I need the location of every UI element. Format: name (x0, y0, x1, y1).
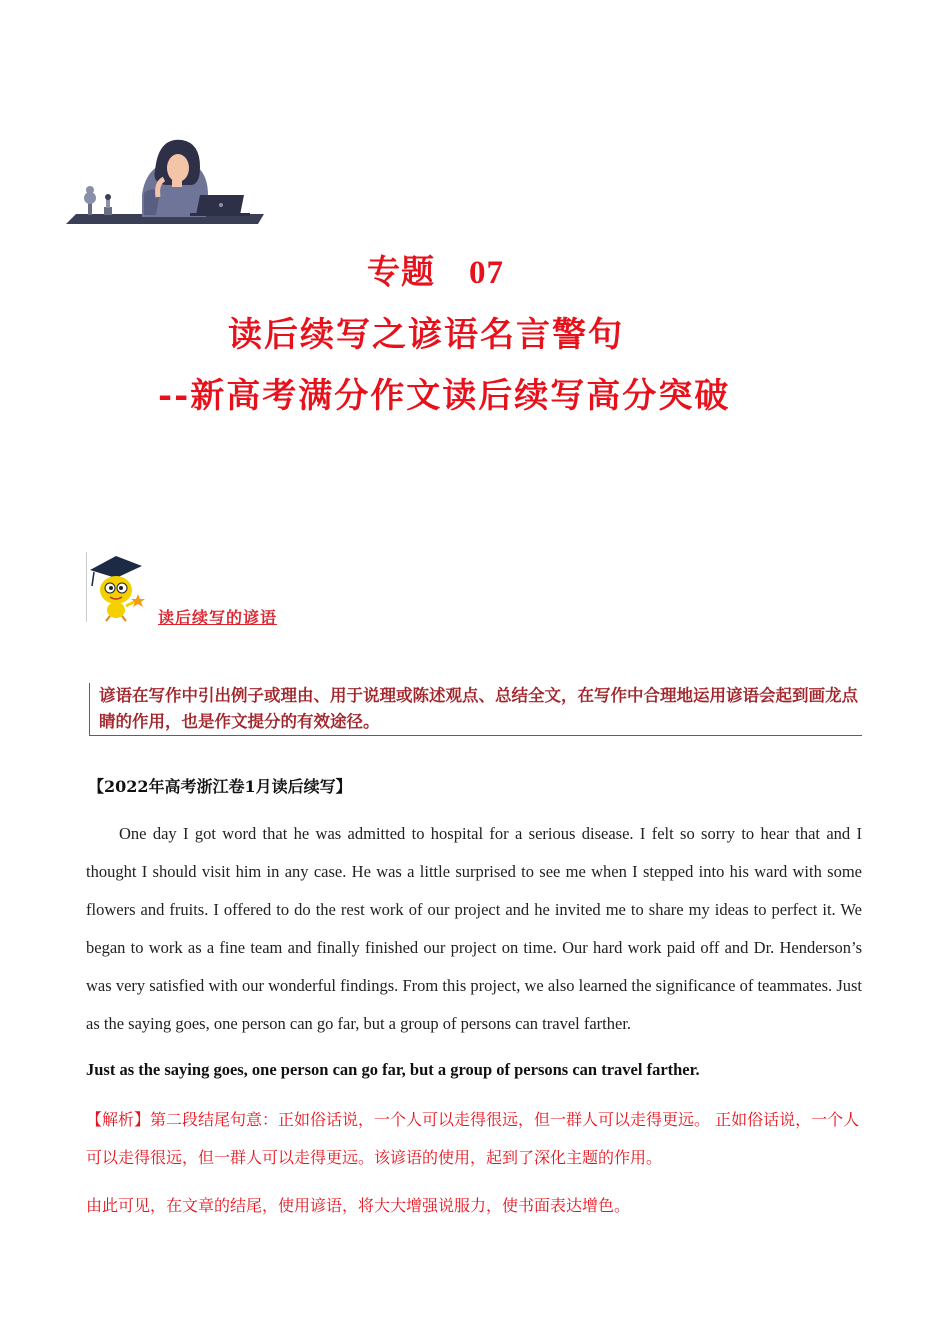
example-source: 【2022年高考浙江卷1月读后续写】 (88, 777, 352, 796)
analysis-text: 【解析】第二段结尾句意：正如俗话说，一个人可以走得很远，但一群人可以走得更远。 正如俗话说，一个人可以走得很远，但一群人可以走得更远。该谚语的使用，起到了深化主题的作用。 (86, 1110, 860, 1167)
highlighted-saying: Just as the saying goes, one person can go far, but a group of persons can travel farther. (86, 1060, 700, 1079)
topic-number: 07 (469, 255, 504, 291)
woman-laptop-illustration (60, 135, 270, 230)
example-passage: One day I got word that he was admitted to hospital for a serious disease. I felt so sorry to hear that and I thought I should visit him in any case. He was a little surprised to see me when I stepped into his ward with some flowers and fruits. I offered to do the rest work of our project and he invited me to share my ideas to perfect it. We began to work as a fine team and finally finished our project on time. Our hard work paid off and Dr. Henderson’s was very satisfied with our wonderful findings. From this project, we also learned the significance of teammates. Just as the saying goes, one person can go far, but a group of persons can travel farther. (86, 824, 862, 1033)
series-title: --新高考满分作文读后续写高分突破 (158, 376, 731, 416)
intro-box (89, 683, 862, 736)
subtitle: 读后续写之谚语名言警句 (228, 315, 624, 355)
section-heading: 读后续写的谚语 (158, 608, 278, 627)
topic-title (367, 246, 504, 293)
intro-text: 谚语在写作中引出例子或理由、用于说理或陈述观点、总结全文，在写作中合理地运用谚语会起到画龙点睛的作用，也是作文提分的有效途径。 (99, 686, 858, 731)
conclusion-text: 由此可见，在文章的结尾，使用谚语，将大大增强说服力，使书面表达增色。 (86, 1196, 631, 1215)
graduate-mascot-icon (86, 552, 148, 622)
topic-label: 专题 (367, 252, 435, 291)
